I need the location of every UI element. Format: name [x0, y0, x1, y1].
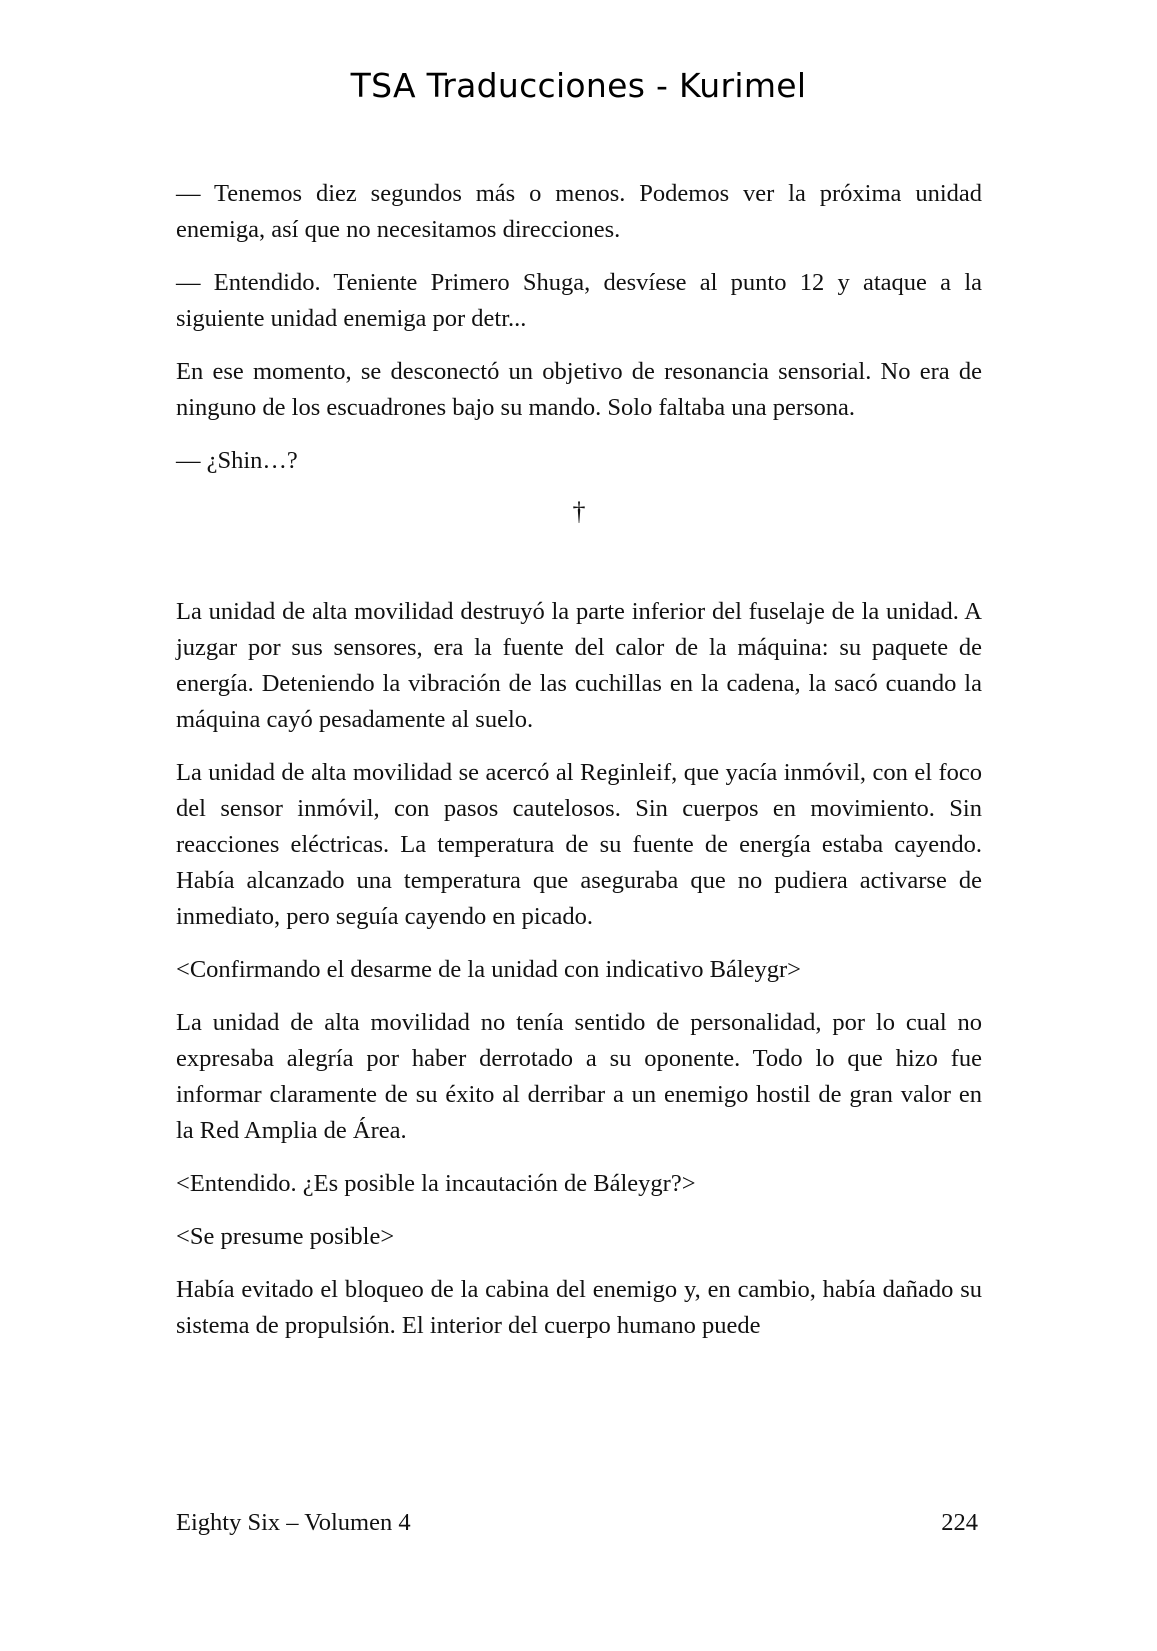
- page-body: [176, 176, 982, 1361]
- paragraph-dialogue-2: — Entendido. Teniente Primero Shuga, desvíese al punto 12 y ataque a la siguiente unidad enemiga por detr...: [176, 269, 982, 332]
- paragraph-narration-2: La unidad de alta movilidad destruyó la parte inferior del fuselaje de la unidad. A juzgar por sus sensores, era la fuente del calor de la máquina: su paquete de energía. Deteniendo la vibración de las cuchillas en la cadena, la sacó cuando la máquina cayó pesadamente al suelo.: [176, 598, 982, 733]
- paragraph-dialogue-1: — Tenemos diez segundos más o menos. Podemos ver la próxima unidad enemiga, así que no necesitamos direcciones.: [176, 180, 982, 243]
- paragraph-narration-1: En ese momento, se desconectó un objetivo de resonancia sensorial. No era de ninguno de los escuadrones bajo su mando. Solo faltaba una persona.: [176, 358, 982, 421]
- paragraph-dialogue-3: — ¿Shin…?: [176, 447, 298, 474]
- scene-separator-dagger: †: [572, 497, 586, 526]
- paragraph-narration-4: La unidad de alta movilidad no tenía sentido de personalidad, por lo cual no expresaba alegría por haber derrotado a su oponente. Todo lo que hizo fue informar claramente de su éxito al derribar a un enemigo hostil de gran valor en la Red Amplia de Área.: [176, 1009, 982, 1144]
- paragraph-system-message-1: <Confirmando el desarme de la unidad con indicativo Báleygr>: [176, 956, 801, 983]
- footer-book-title: Eighty Six – Volumen 4: [176, 1509, 411, 1536]
- page-header-title: TSA Traducciones - Kurimel: [350, 66, 807, 105]
- paragraph-system-message-3: <Se presume posible>: [176, 1223, 395, 1250]
- paragraph-narration-3: La unidad de alta movilidad se acercó al Reginleif, que yacía inmóvil, con el foco del sensor inmóvil, con pasos cautelosos. Sin cuerpos en movimiento. Sin reacciones eléctricas. La temperatura de su fuente de energía estaba cayendo. Había alcanzado una temperatura que aseguraba que no pudiera activarse de inmediato, pero seguía cayendo en picado.: [176, 759, 982, 930]
- paragraph-system-message-2: <Entendido. ¿Es posible la incautación de Báleygr?>: [176, 1170, 696, 1197]
- paragraph-narration-5: Había evitado el bloqueo de la cabina del enemigo y, en cambio, había dañado su sistema de propulsión. El interior del cuerpo humano puede: [176, 1276, 982, 1339]
- footer-page-number: 224: [941, 1509, 978, 1536]
